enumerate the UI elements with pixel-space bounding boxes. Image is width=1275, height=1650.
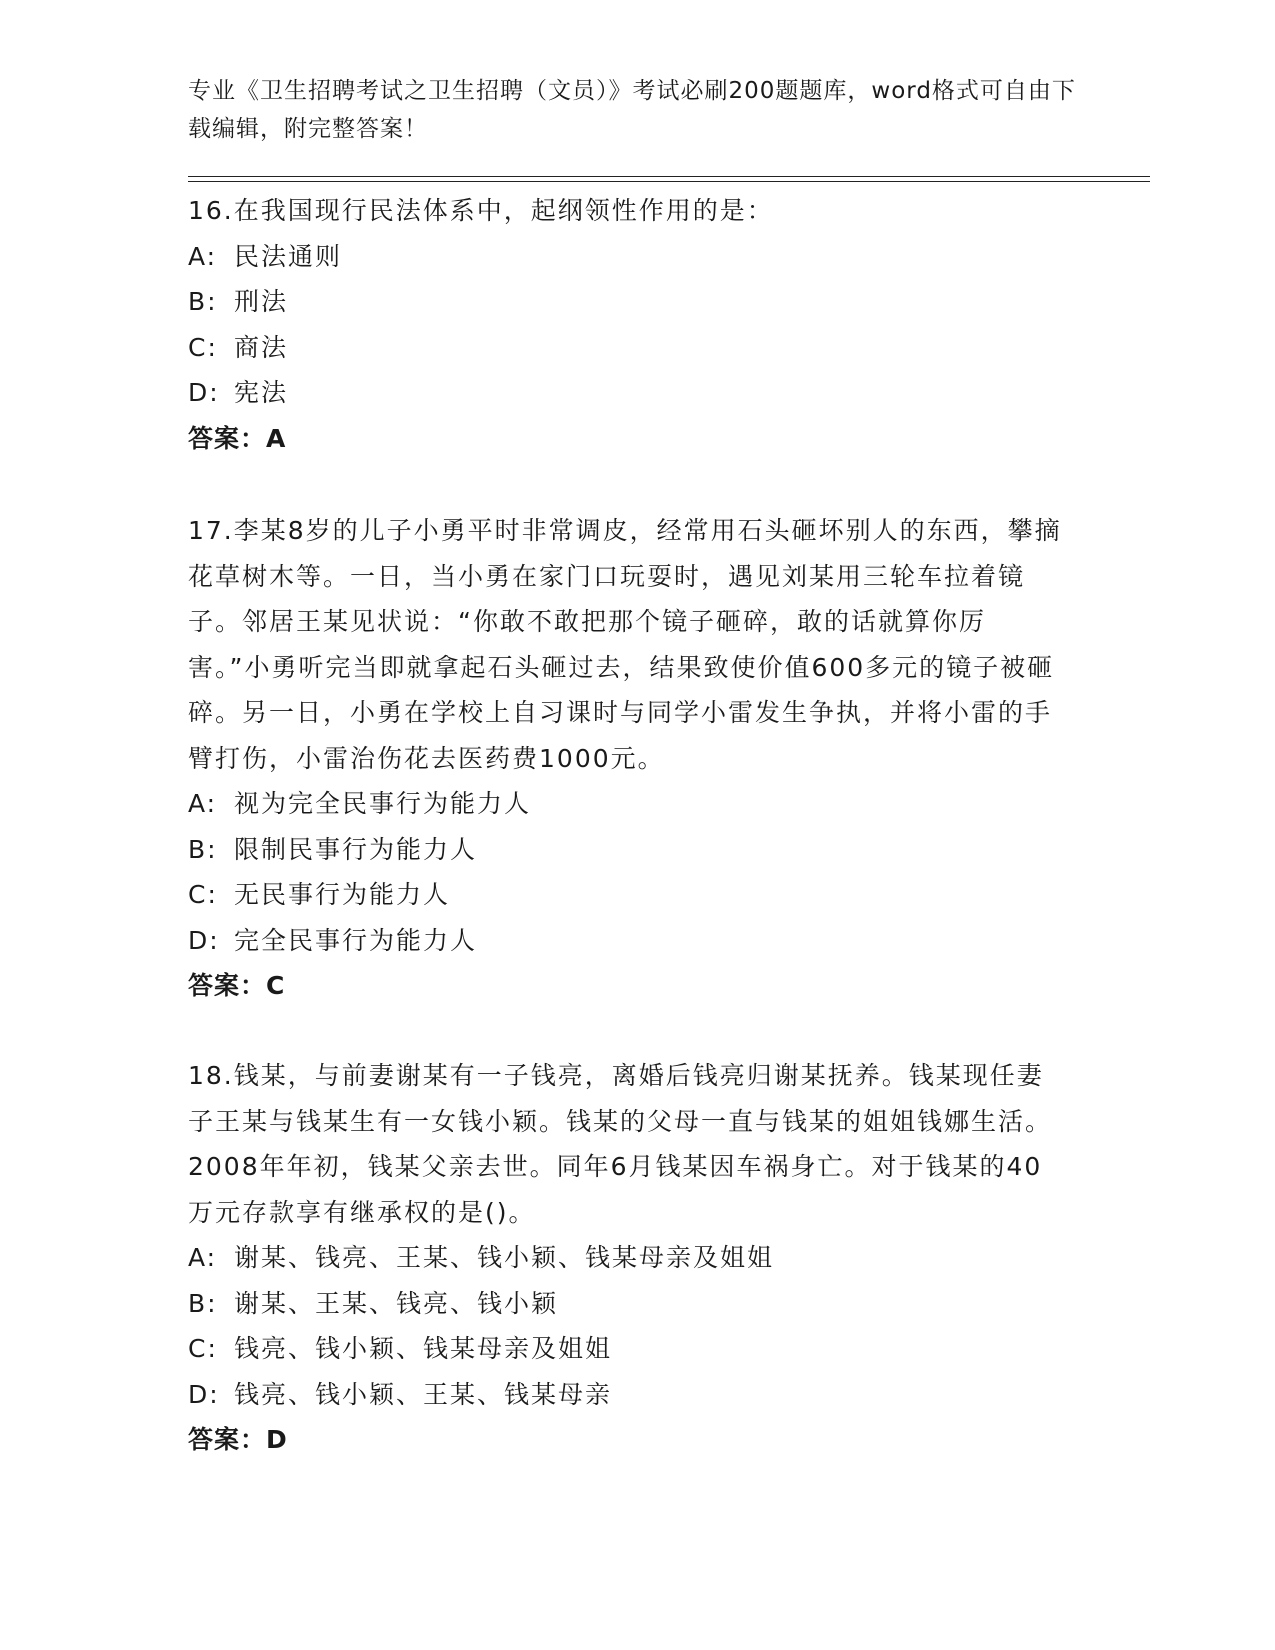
answer: 答案：A xyxy=(188,423,287,453)
option-letter: A: xyxy=(188,789,218,818)
option-b xyxy=(188,827,1068,873)
option-letter: D: xyxy=(188,925,220,955)
question-stem: 17.李某8岁的儿子小勇平时非常调皮，经常用石头砸坏别人的东西，攀摘花草树木等。一日，当小勇在家门口玩耍时，遇见刘某用三轮车拉着镜子。邻居王某见状说：“你敢不敢把那个镜子砸碎，敢的话就算你厉害。”小勇听完当即就拿起石头砸过去，结果致使价值600多元的镜子被砸碎。另一日，小勇在学校上自习课时与同学小雷发生争执，并将小雷的手臂打伤，小雷治伤花去医药费1000元。 xyxy=(188,516,1062,773)
option-a xyxy=(188,234,1068,280)
option-letter: A: xyxy=(188,1243,218,1272)
option-c xyxy=(188,1326,1068,1372)
question-18 xyxy=(188,1053,1068,1463)
question-stem: 18.钱某，与前妻谢某有一子钱亮，离婚后钱亮归谢某抚养。钱某现任妻子王某与钱某生有一女钱小颖。钱某的父母一直与钱某的姐姐钱娜生活。2008年年初，钱某父亲去世。同年6月钱某因车祸身亡。对于钱某的40万元存款享有继承权的是()。 xyxy=(188,1061,1053,1227)
option-text: 谢某、钱亮、王某、钱小颖、钱某母亲及姐姐 xyxy=(234,1243,775,1272)
header-divider xyxy=(188,176,1150,182)
option-text: 谢某、王某、钱亮、钱小颖 xyxy=(234,1288,559,1318)
option-letter: B: xyxy=(188,834,218,864)
option-b xyxy=(188,1281,1068,1327)
option-letter: B: xyxy=(188,1288,218,1318)
option-a xyxy=(188,1235,1068,1281)
question-stem: 16.在我国现行民法体系中，起纲领性作用的是： xyxy=(188,196,774,225)
option-text: 钱亮、钱小颖、王某、钱某母亲 xyxy=(234,1379,613,1409)
option-d xyxy=(188,1372,1068,1418)
option-letter: A: xyxy=(188,241,218,271)
option-d xyxy=(188,918,1068,964)
option-letter: C: xyxy=(188,880,218,909)
option-c xyxy=(188,325,1068,371)
option-text: 完全民事行为能力人 xyxy=(234,925,478,955)
option-text: 限制民事行为能力人 xyxy=(234,834,478,864)
option-d xyxy=(188,370,1068,416)
option-text: 刑法 xyxy=(234,287,289,316)
question-16 xyxy=(188,188,1068,461)
option-text: 视为完全民事行为能力人 xyxy=(234,789,532,818)
option-text: 钱亮、钱小颖、钱某母亲及姐姐 xyxy=(234,1334,613,1363)
option-letter: D: xyxy=(188,378,220,407)
option-letter: C: xyxy=(188,332,218,362)
option-letter: D: xyxy=(188,1379,220,1409)
option-text: 商法 xyxy=(234,332,289,362)
question-17 xyxy=(188,508,1068,1009)
option-letter: B: xyxy=(188,287,218,316)
document-header: 专业《卫生招聘考试之卫生招聘（文员）》考试必刷200题题库，word格式可自由下载编辑，附完整答案！ xyxy=(188,78,1076,142)
answer: 答案：C xyxy=(188,971,286,1000)
option-a xyxy=(188,781,1068,827)
option-b xyxy=(188,279,1068,325)
option-text: 无民事行为能力人 xyxy=(234,880,451,909)
option-c xyxy=(188,872,1068,918)
option-text: 宪法 xyxy=(234,378,289,407)
option-letter: C: xyxy=(188,1334,218,1363)
answer: 答案：D xyxy=(188,1425,288,1454)
option-text: 民法通则 xyxy=(234,241,343,271)
